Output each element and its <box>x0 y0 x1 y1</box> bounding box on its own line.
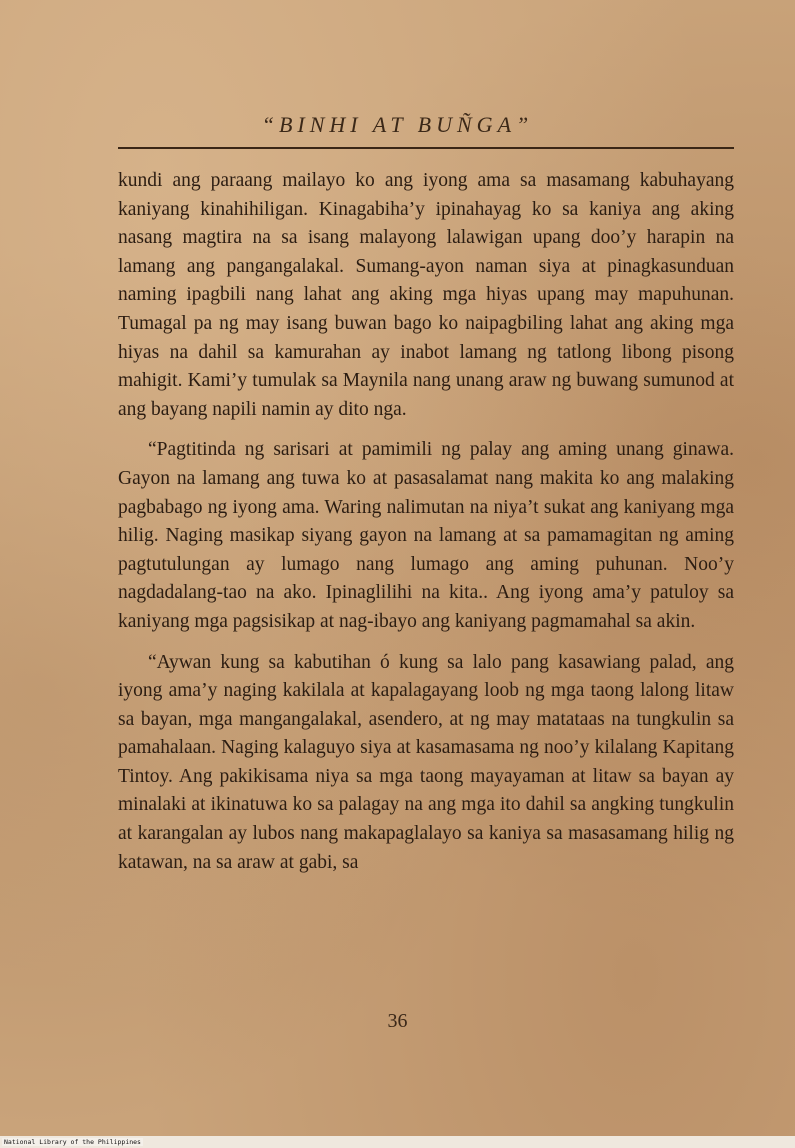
library-credit: National Library of the Philippines <box>4 1138 141 1146</box>
paragraph: kundi ang paraang mailayo ko ang iyong ama sa masamang kabuhayang kaniyang kinahihiligan. Kinagabiha’y ipinahayag ko sa kaniya ang aking nasang magtira na sa isang malayong lalawigan upang doo’y harapin na lamang ang pangangalakal. Sumang-ayon naman siya at pinagkasunduan naming ipagbili nang lahat ang aking mga hiyas upang may mapuhunan. Tumagal pa ng may isang buwan bago ko naipagbiling lahat ang aking mga hiyas na dahil sa kamurahan ay inabot lamang ng tatlong libong pisong mahigit. Kami’y tumulak sa Maynila nang unang araw ng buwang sumunod at ang bayang napili namin ay dito nga. <box>118 170 734 420</box>
header-rule <box>118 147 734 149</box>
running-header: “BINHI AT BUÑGA” <box>261 112 534 137</box>
body-text <box>118 167 734 889</box>
page-number: 36 <box>387 1010 408 1032</box>
paragraph: “Pagtitinda ng sarisari at pamimili ng palay ang aming unang ginawa. Gayon na lamang ang tuwa ko at pasasalamat nang makita ko ang malaking pagbabago ng iyong ama. Waring nalimutan na niya’t sukat ang kaniyang mga hilig. Naging masikap siyang gayon na lamang at sa pamamagitan ng aming pagtutulungan ay lumago nang lumago ang aming puhunan. Noo’y nagdadalang-tao na ako. Ipinaglilihi na kita.. Ang iyong ama’y patuloy sa kaniyang mga pagsisikap at nag-ibayo ang kaniyang pagmamahal sa akin. <box>118 439 734 632</box>
paragraph: “Aywan kung sa kabutihan ó kung sa lalo pang kasawiang palad, ang iyong ama’y naging kakilala at kapalagayang loob ng mga taong lalong litaw sa bayan, mga mangangalakal, asendero, at ng may matataas na tungkulin sa pamahalaan. Naging kalaguyo siya at kasamasama ng noo’y kilalang Kapitang Tintoy. Ang pakikisama niya sa mga taong mayayaman at litaw sa bayan ay minalaki at ikinatuwa ko sa palagay na ang mga ito dahil sa angking tungkulin at karangalan ay lubos nang makapaglalayo sa kaniya sa masasamang hilig ng katawan, na sa araw at gabi, sa <box>118 651 734 873</box>
